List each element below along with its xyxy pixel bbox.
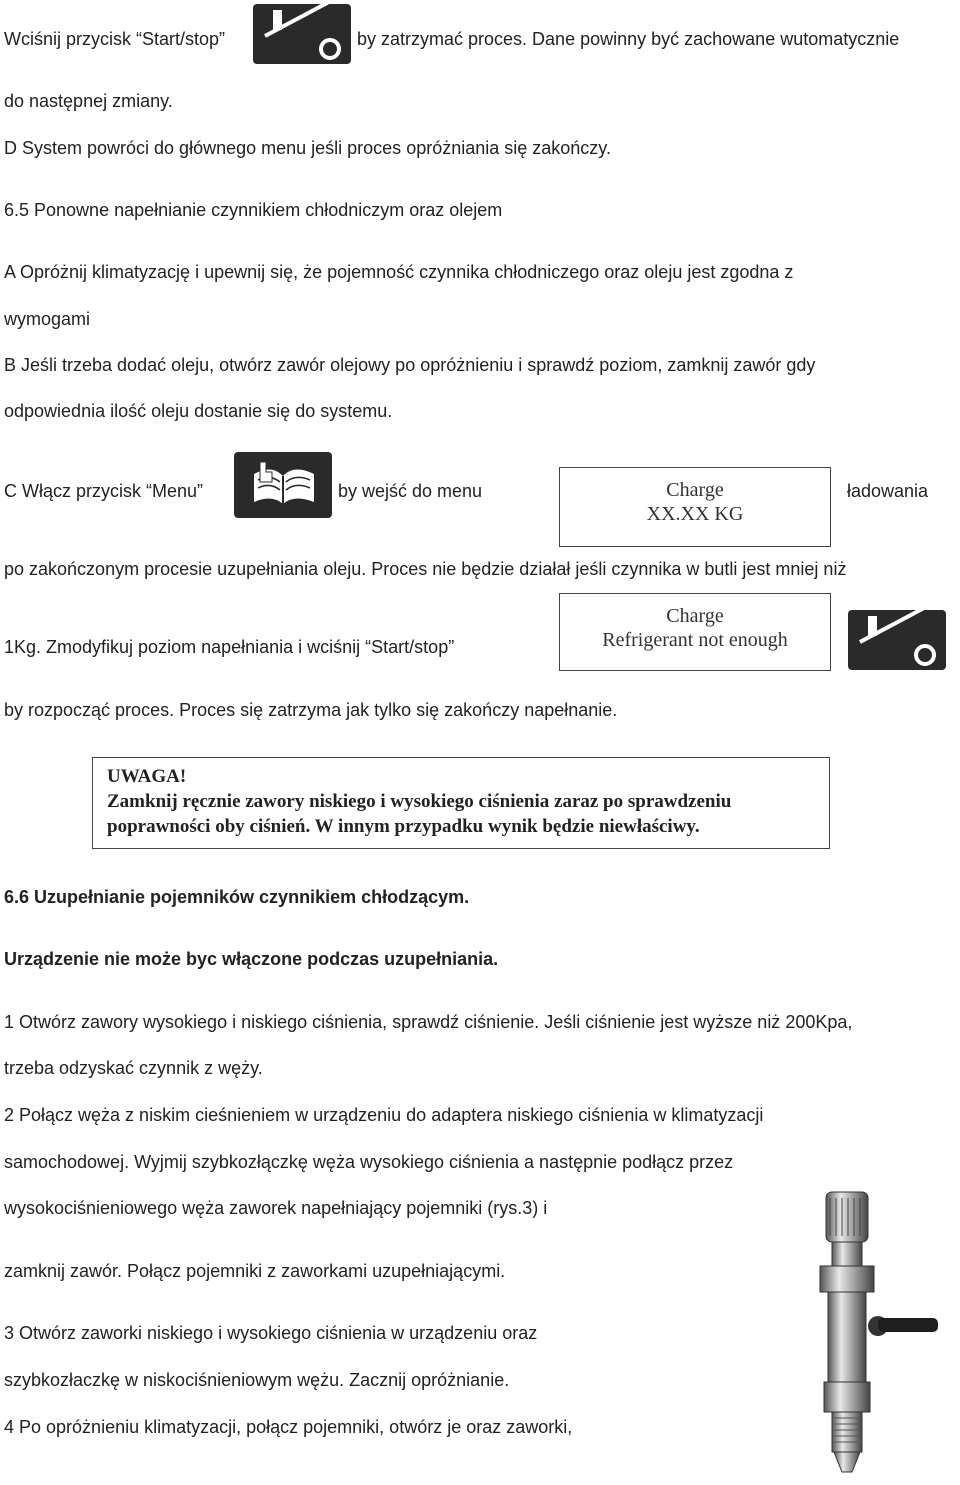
step-2-line1: 2 Połącz węża z niskim cieśnieniem w urządzeniu do adaptera niskiego ciśnienia w klimatyzacji [4, 1105, 764, 1125]
step-2-line4: zamknij zawór. Połącz pojemniki z zaworkami uzupełniającymi. [4, 1261, 506, 1281]
step-c-line2: po zakończonym procesie uzupełniania oleju. Proces nie będzie działał jeśli czynnika w butli jest mniej niż [4, 559, 847, 579]
warning-line1: Zamknij ręcznie zawory niskiego i wysokiego ciśnienia zaraz po sprawdzeniu [107, 791, 732, 812]
step-2-line3: wysokociśnieniowego węża zaworek napełniający pojemniki (rys.3) i [4, 1198, 548, 1218]
step-b-line1: B Jeśli trzeba dodać oleju, otwórz zawór olejowy po opróżnieniu i sprawdź poziom, zamknij zawór gdy [4, 355, 816, 375]
lcd-line2: Refrigerant not enough [602, 629, 788, 651]
warning-title: UWAGA! [107, 766, 187, 787]
menu-book-icon [234, 452, 332, 518]
lcd-line1: Charge [666, 605, 724, 627]
lcd-line2: XX.XX KG [646, 503, 744, 525]
section-66-subheading: Urządzenie nie może byc włączone podczas uzupełniania. [4, 949, 499, 969]
step-1-line1: 1 Otwórz zawory wysokiego i niskiego ciśnienia, sprawdź ciśnienie. Jeśli ciśnienie jest wyższe niż 200Kpa, [4, 1012, 853, 1032]
valve-photo [768, 1186, 958, 1480]
warning-line2: poprawności oby ciśnień. W innym przypadku wynik będzie niewłaściwy. [107, 816, 700, 837]
step-3-line1: 3 Otwórz zaworki niskiego i wysokiego ciśnienia w urządzeniu oraz [4, 1323, 538, 1343]
step-c-part3: ładowania [847, 481, 929, 501]
step-c-part1: C Włącz przycisk “Menu” [4, 481, 204, 501]
stop-instruction-part2: by zatrzymać proces. Dane powinny być zachowane wutomatycznie [357, 29, 900, 49]
section-66-heading: 6.6 Uzupełnianie pojemników czynnikiem chłodzącym. [4, 887, 470, 907]
step-c-line4: by rozpocząć proces. Proces się zatrzyma jak tylko się zakończy napełnanie. [4, 700, 618, 720]
step-2-line2: samochodowej. Wyjmij szybkozłączkę węża wysokiego ciśnienia a następnie podłącz przez [4, 1152, 734, 1172]
start-stop-icon [848, 610, 946, 670]
step-a-line2: wymogami [4, 309, 91, 329]
step-1-line2: trzeba odzyskać czynnik z węży. [4, 1058, 263, 1078]
step-c-part2: by wejść do menu [338, 481, 483, 501]
lcd-line1: Charge [666, 479, 724, 501]
warning-box [92, 757, 830, 849]
step-d: D System powróci do głównego menu jeśli proces opróżniania się zakończy. [4, 138, 611, 158]
step-4-line1: 4 Po opróżnieniu klimatyzacji, połącz pojemniki, otwórz je oraz zaworki, [4, 1417, 573, 1437]
lcd-display-charge [559, 467, 831, 547]
lcd-display-refrigerant [559, 593, 831, 671]
step-b-line2: odpowiednia ilość oleju dostanie się do systemu. [4, 401, 393, 421]
step-c-line3: 1Kg. Zmodyfikuj poziom napełniania i wciśnij “Start/stop” [4, 637, 455, 657]
start-stop-icon [253, 4, 351, 64]
section-65-heading: 6.5 Ponowne napełnianie czynnikiem chłodniczym oraz olejem [4, 200, 503, 220]
stop-instruction-line2: do następnej zmiany. [4, 91, 173, 111]
step-3-line2: szybkozłaczkę w niskociśnieniowym wężu. Zacznij opróżnianie. [4, 1370, 510, 1390]
stop-instruction-part1: Wciśnij przycisk “Start/stop” [4, 29, 226, 49]
step-a-line1: A Opróżnij klimatyzację i upewnij się, że pojemność czynnika chłodniczego oraz oleju jest zgodna z [4, 262, 794, 282]
